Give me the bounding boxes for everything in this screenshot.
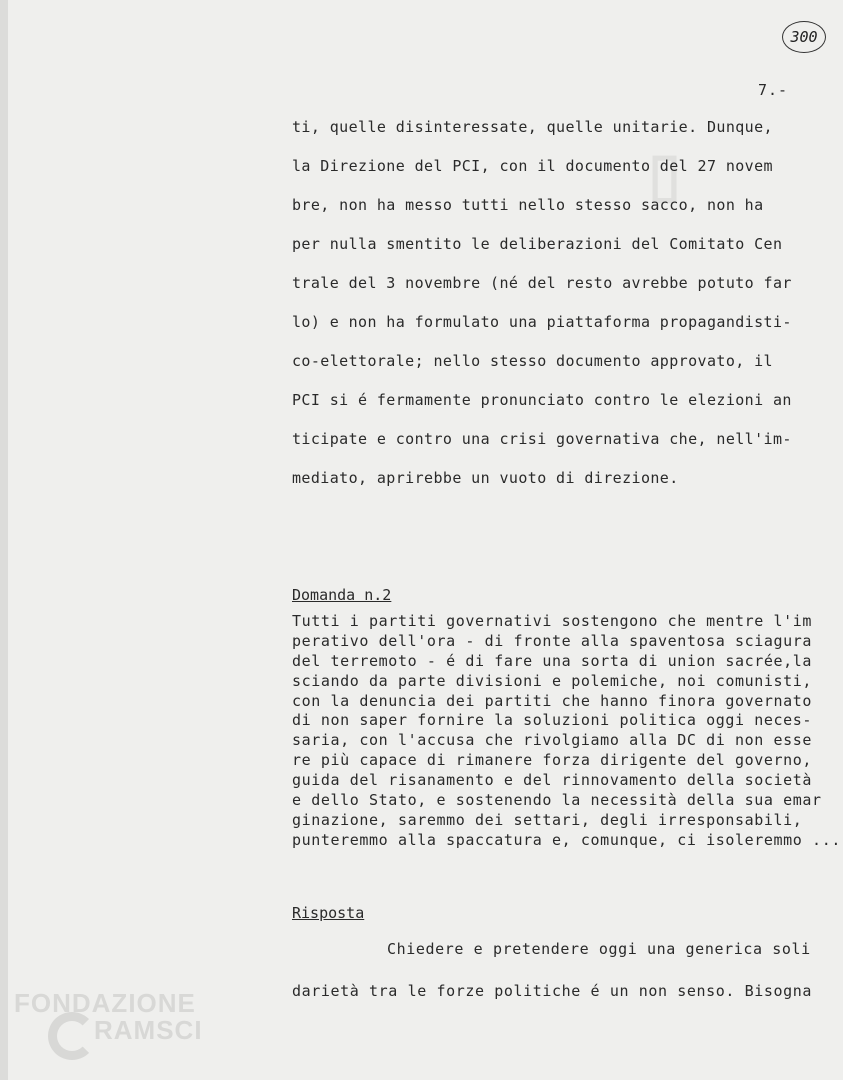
text-line: co-elettorale; nello stesso documento approvato, il	[292, 352, 773, 370]
answer-heading: Risposta	[292, 904, 365, 922]
text-line: darietà tra le forze politiche é un non senso. Bisogna	[292, 982, 813, 1000]
text-line: PCI si é fermamente pronunciato contro le elezioni an	[292, 391, 792, 409]
question-text	[292, 612, 840, 851]
text-line: saria, con l'accusa che rivolgiamo alla DC di non esse	[292, 731, 813, 750]
text-line: punteremmo alla spaccatura e, comunque, ci isoleremmo ...	[292, 830, 841, 849]
page-number: 7.-	[758, 81, 789, 99]
text-line: perativo dell'ora - di fronte alla spaventosa sciagura	[292, 631, 813, 650]
answer-text	[292, 940, 832, 1024]
text-line: e dello Stato, e sostenendo la necessità della sua emar	[292, 791, 822, 810]
text-line: per nulla smentito le deliberazioni del Comitato Cen	[292, 235, 783, 253]
text-line: del terremoto - é di fare una sorta di union sacrée,la	[292, 651, 813, 670]
text-line: re più capace di rimanere forza dirigente del governo,	[292, 751, 813, 770]
text-line: ti, quelle disinteressate, quelle unitarie. Dunque,	[292, 118, 773, 136]
text-line: la Direzione del PCI, con il documento del 27 novem	[292, 157, 773, 175]
watermark-line-1: FONDAZIONE	[14, 988, 196, 1018]
text-line: sciando da parte divisioni e polemiche, noi comunisti,	[292, 671, 813, 690]
text-line: trale del 3 novembre (né del resto avrebbe potuto far	[292, 274, 792, 292]
text-line: ginazione, saremmo dei settari, degli irresponsabili,	[292, 810, 803, 829]
text-line: ticipate e contro una crisi governativa che, nell'im-	[292, 430, 792, 448]
text-line: di non saper fornire la soluzioni politica oggi neces-	[292, 711, 813, 730]
text-line: lo) e non ha formulato una piattaforma propagandisti-	[292, 313, 792, 331]
text-line: guida del risanamento e del rinnovamento della società	[292, 771, 813, 790]
text-line: mediato, aprirebbe un vuoto di direzione.	[292, 469, 679, 487]
text-line: Chiedere e pretendere oggi una generica soli	[387, 940, 811, 958]
foundation-watermark	[14, 988, 244, 1068]
bleed-through-mark: ▯	[648, 142, 682, 208]
paragraph-continuation	[292, 118, 832, 508]
question-heading: Domanda n.2	[292, 586, 392, 604]
text-line: bre, non ha messo tutti nello stesso sacco, non ha	[292, 196, 764, 214]
text-line: Tutti i partiti governativi sostengono che mentre l'im	[292, 612, 813, 630]
archive-stamp: 300	[782, 21, 826, 53]
watermark-line-2: RAMSCI	[94, 1015, 203, 1045]
text-line: con la denuncia dei partiti che hanno finora governato	[292, 691, 813, 710]
watermark-g-logo-icon	[48, 1012, 96, 1060]
